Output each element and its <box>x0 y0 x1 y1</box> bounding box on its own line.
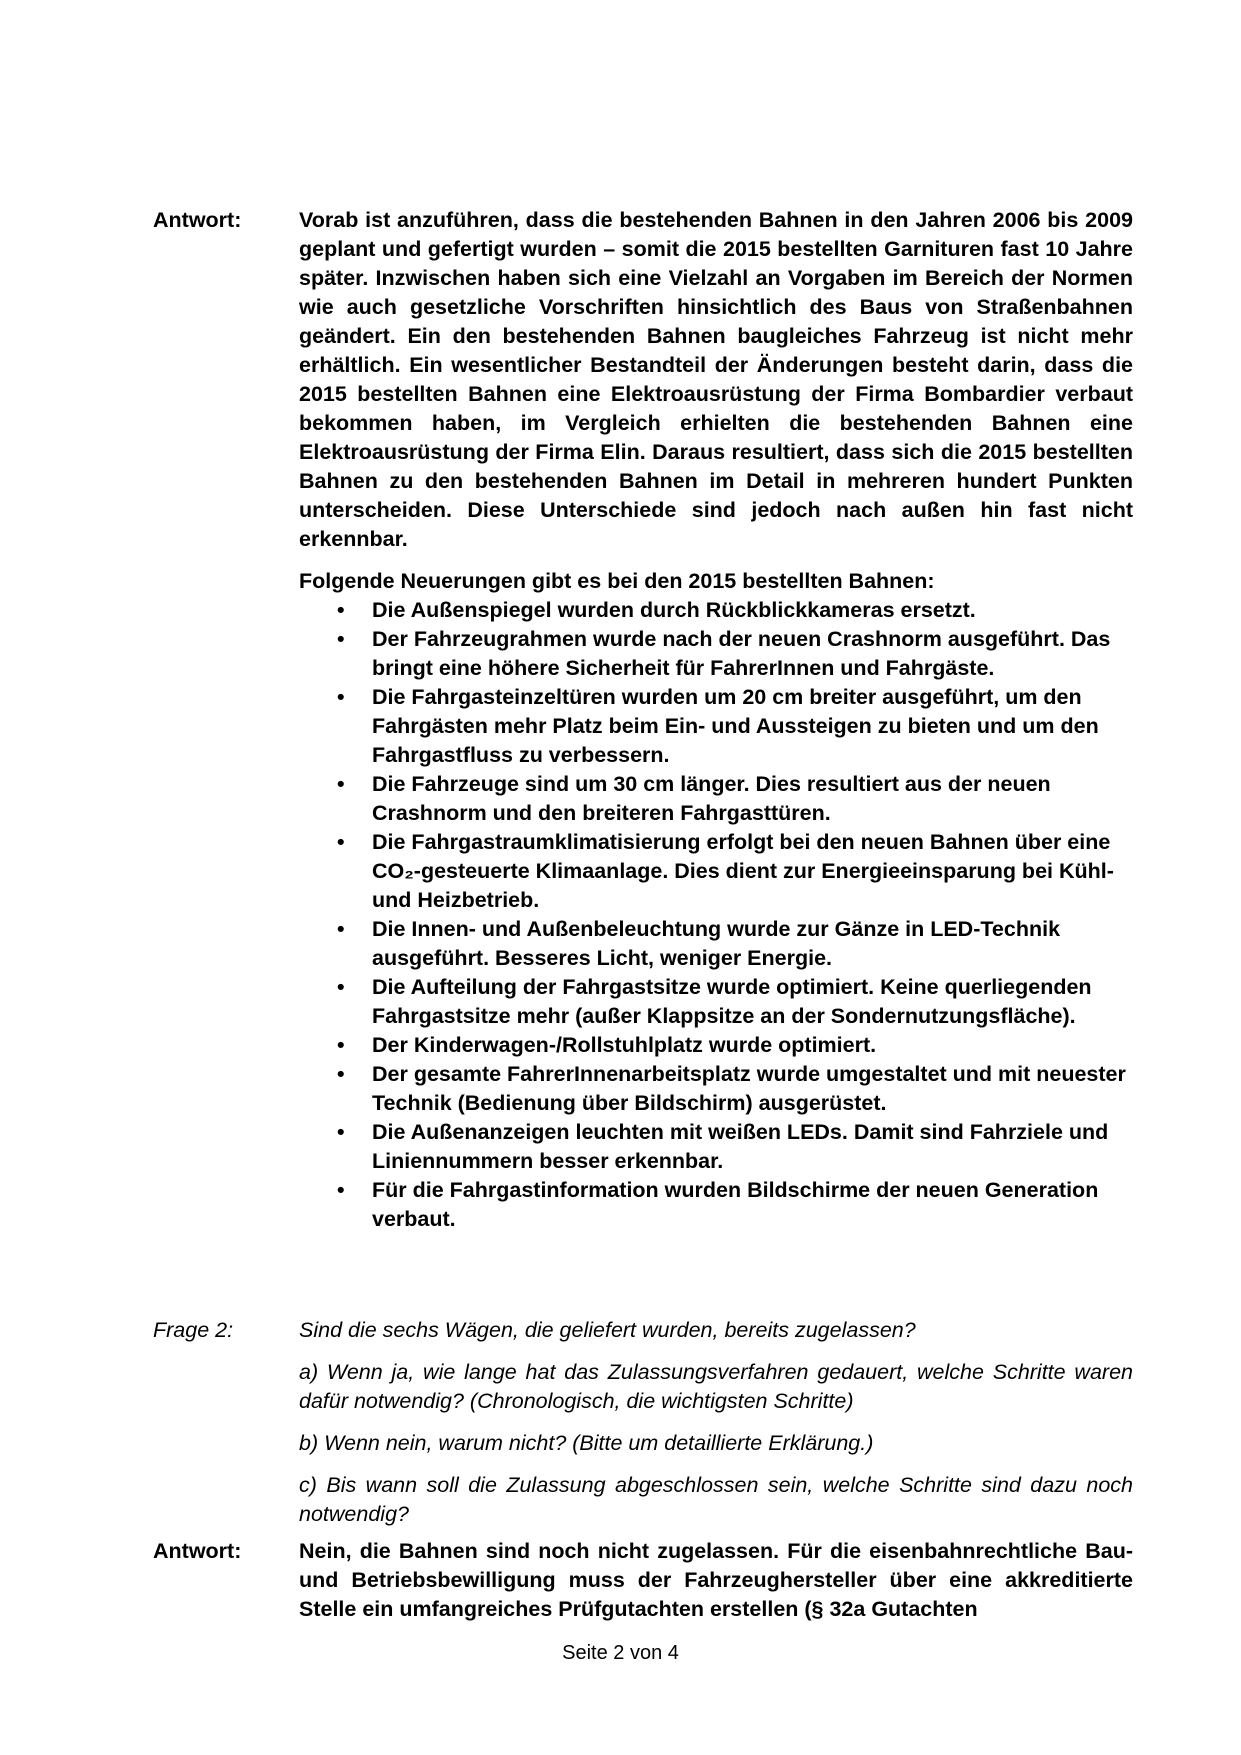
bullet-icon: • <box>337 1120 345 1144</box>
bullet-icon: • <box>337 685 345 709</box>
question-2-part-a: a) Wenn ja, wie lange hat das Zulassungsverfahren gedauert, welche Schritte waren dafür notwendig? (Chronologisch, die wichtigsten Schritte) <box>299 1360 1133 1413</box>
answer-2-block <box>153 1537 1133 1624</box>
answer-1-paragraph: Vorab ist anzuführen, dass die bestehenden Bahnen in den Jahren 2006 bis 2009 geplant und gefertigt wurden – somit die 2015 bestellten Garnituren fast 10 Jahre später. Inzwischen haben sich eine Vielzahl an Vorgaben im Bereich der Normen wie auch gesetzliche Vorschriften hinsichtlich des Baus von Straßenbahnen geändert. Ein den bestehenden Bahnen baugleiches Fahrzeug ist nicht mehr erhältlich. Ein wesentlicher Bestandteil der Änderungen besteht darin, dass die 2015 bestellten Bahnen eine Elektroausrüstung der Firma Bombardier verbaut bekommen haben, im Vergleich erhielten die bestehenden Bahnen eine Elektroausrüstung der Firma Elin. Daraus resultiert, dass sich die 2015 bestellten Bahnen zu den bestehenden Bahnen im Detail in mehreren hundert Punkten unterscheiden. Diese Unterschiede sind jedoch nach außen hin fast nicht erkennbar. <box>299 208 1133 551</box>
list-item: • Die Außenspiegel wurden durch Rückblickkameras ersetzt. <box>299 596 1133 625</box>
bullet-icon: • <box>337 1062 345 1086</box>
list-item: • Die Fahrgastraumklimatisierung erfolgt bei den neuen Bahnen über eine CO₂-gesteuerte Klimaanlage. Dies dient zur Energieeinsparung bei Kühl- und Heizbetrieb. <box>337 830 1114 912</box>
bullet-icon: • <box>337 627 345 651</box>
list-item: • Die Fahrgasteinzeltüren wurden um 20 cm breiter ausgeführt, um den Fahrgästen mehr Platz beim Ein- und Aussteigen zu bieten und um den Fahrgastfluss zu verbessern. <box>337 685 1099 767</box>
answer-1-content <box>299 206 1133 1234</box>
question-2-content <box>299 1316 1133 1529</box>
bullet-icon: • <box>337 917 345 941</box>
list-item: • Die Innen- und Außenbeleuchtung wurde zur Gänze in LED-Technik ausgeführt. Besseres Licht, weniger Energie. <box>337 917 1061 970</box>
list-item: • Für die Fahrgastinformation wurden Bildschirme der neuen Generation verbaut. <box>337 1178 1099 1231</box>
question-2-label: Frage 2: <box>153 1318 234 1342</box>
answer-1-label: Antwort: <box>153 208 242 232</box>
list-item: • Die Fahrzeuge sind um 30 cm länger. Dies resultiert aus der neuen Crashnorm und den breiteren Fahrgasttüren. <box>337 772 1051 825</box>
list-item: • Die Außenanzeigen leuchten mit weißen LEDs. Damit sind Fahrziele und Liniennummern besser erkennbar. <box>337 1120 1109 1173</box>
list-item: • Der gesamte FahrerInnenarbeitsplatz wurde umgestaltet und mit neuester Technik (Bedienung über Bildschirm) ausgerüstet. <box>337 1062 1126 1115</box>
answer-1-list-intro: Folgende Neuerungen gibt es bei den 2015 bestellten Bahnen: <box>299 569 935 593</box>
bullet-icon: • <box>337 975 345 999</box>
answer-2-paragraph: Nein, die Bahnen sind noch nicht zugelassen. Für die eisenbahnrechtliche Bau- und Betriebsbewilligung muss der Fahrzeughersteller über eine akkreditierte Stelle ein umfangreiches Prüfgutachten erstellen (§ 32a Gutachten <box>299 1539 1133 1621</box>
list-item: • Der Fahrzeugrahmen wurde nach der neuen Crashnorm ausgeführt. Das bringt eine höhere Sicherheit für FahrerInnen und Fahrgäste. <box>337 627 1111 680</box>
bullet-icon: • <box>337 598 345 622</box>
bullet-icon: • <box>337 830 345 854</box>
answer-2-label: Antwort: <box>153 1539 242 1563</box>
question-2-block <box>153 1316 1133 1529</box>
list-item: • Der Kinderwagen-/Rollstuhlplatz wurde optimiert. <box>299 1031 1133 1060</box>
answer-2-content <box>299 1537 1133 1624</box>
innovations-list <box>299 596 1133 1234</box>
bullet-icon: • <box>337 772 345 796</box>
answer-1-block <box>153 206 1133 1234</box>
list-item: • Die Aufteilung der Fahrgastsitze wurde optimiert. Keine querliegenden Fahrgastsitze mehr (außer Klappsitze an der Sondernutzungsfläche). <box>337 975 1092 1028</box>
page-number: Seite 2 von 4 <box>562 1642 679 1664</box>
bullet-icon: • <box>337 1178 345 1202</box>
question-2-part-c: c) Bis wann soll die Zulassung abgeschlossen sein, welche Schritte sind dazu noch notwendig? <box>299 1473 1133 1526</box>
question-2-intro: Sind die sechs Wägen, die geliefert wurden, bereits zugelassen? <box>299 1318 916 1342</box>
bullet-icon: • <box>337 1033 345 1057</box>
question-2-part-b: b) Wenn nein, warum nicht? (Bitte um detaillierte Erklärung.) <box>299 1431 874 1455</box>
